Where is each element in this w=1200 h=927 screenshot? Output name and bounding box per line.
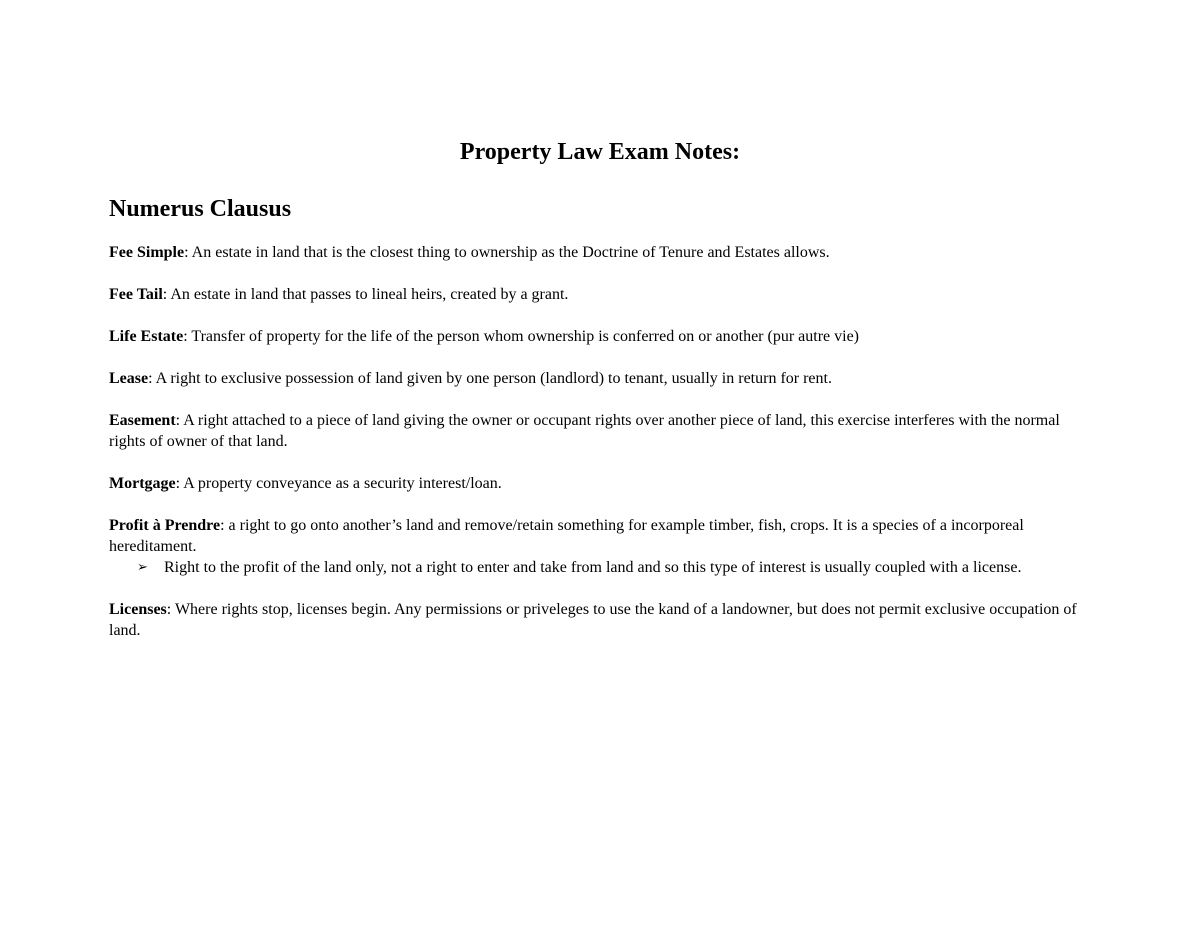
- definition-entry-fee-tail: [109, 284, 1094, 305]
- bullet-list: [109, 557, 1094, 578]
- definition-term: Lease: [109, 370, 149, 387]
- definition-entry-life-estate: [109, 326, 1094, 347]
- definition-text: : A right to exclusive possession of land given by one person (landlord) to tenant, usually in return for rent.: [148, 370, 832, 387]
- definition-entry-licenses: [109, 599, 1094, 641]
- bullet-text: Right to the profit of the land only, not a right to enter and take from land and so this type of interest is usually coupled with a license.: [164, 559, 1022, 576]
- definition-text: : Where rights stop, licenses begin. Any permissions or priveleges to use the kand of a landowner, but does not permit exclusive occupation of land.: [109, 601, 1077, 639]
- definition-text: : An estate in land that is the closest thing to ownership as the Doctrine of Tenure and Estates allows.: [184, 244, 830, 261]
- definition-term: Easement: [109, 412, 176, 429]
- definition-entry-fee-simple: [109, 242, 1094, 263]
- document-title: Property Law Exam Notes:: [459, 139, 741, 165]
- definitions-list: [109, 242, 1094, 662]
- definition-term: Licenses: [109, 601, 167, 618]
- definition-entry-lease: [109, 368, 1094, 389]
- definition-paragraph: [109, 515, 1094, 557]
- bullet-item: [109, 557, 1094, 578]
- definition-text: : An estate in land that passes to lineal heirs, created by a grant.: [162, 286, 569, 303]
- definition-text: : a right to go onto another’s land and remove/retain something for example timber, fish, crops. It is a species of a incorporeal hereditament.: [109, 517, 1024, 555]
- definition-entry-mortgage: [109, 473, 1094, 494]
- definition-term: Mortgage: [109, 475, 176, 492]
- arrowhead-bullet-icon: ➢: [137, 560, 148, 575]
- definition-term: Fee Tail: [109, 286, 163, 303]
- definition-term: Life Estate: [109, 328, 184, 345]
- definition-term: Fee Simple: [109, 244, 185, 261]
- definition-term: Profit à Prendre: [109, 517, 221, 534]
- definition-text: : Transfer of property for the life of the person whom ownership is conferred on or another (pur autre vie): [183, 328, 859, 345]
- definition-entry-profit-a-prendre: [109, 515, 1094, 578]
- definition-text: : A property conveyance as a security interest/loan.: [175, 475, 502, 492]
- section-heading: Numerus Clausus: [109, 196, 292, 222]
- definition-entry-easement: [109, 410, 1094, 452]
- definition-text: : A right attached to a piece of land giving the owner or occupant rights over another piece of land, this exercise interferes with the normal rights of owner of that land.: [109, 412, 1060, 450]
